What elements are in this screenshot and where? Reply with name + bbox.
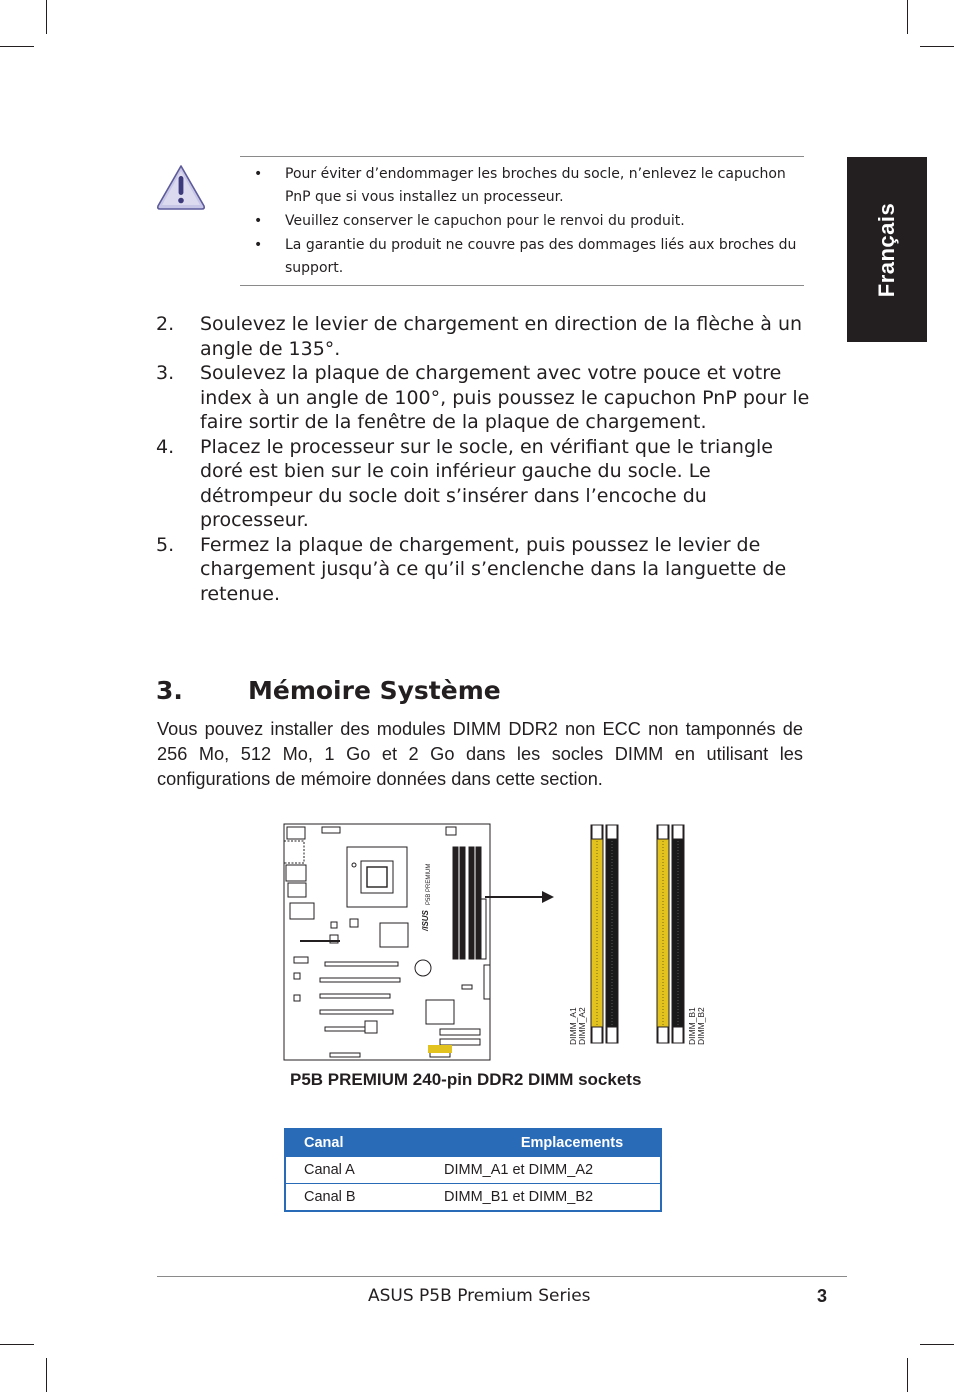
bullet: • <box>254 166 263 182</box>
motherboard-outline <box>284 824 490 1060</box>
section-intro: Vous pouvez installer des modules DIMM DDR2 non ECC non tamponnés de 256 Mo, 512 Mo, 1 Go et 2 Go dans les socles DIMM en utilisant les configurations de mémoire données dans cette section. <box>157 719 803 789</box>
step-text: Soulevez le levier de chargement en direction de la flèche à un angle de 135°. <box>200 313 803 360</box>
crop-mark <box>46 1358 47 1392</box>
notice-list <box>240 157 804 280</box>
language-tab <box>847 157 927 342</box>
table-header-canal: Canal <box>285 1129 444 1157</box>
step-item <box>156 435 816 533</box>
crop-mark <box>907 0 908 34</box>
notice-item <box>240 163 804 209</box>
board-label: P5B PREMIUM <box>426 863 432 905</box>
crop-mark <box>0 1344 34 1345</box>
notice-item <box>240 234 804 280</box>
step-number: 5. <box>156 533 175 556</box>
notice-text: Pour éviter d’endommager les broches du socle, n’enlevez le capuchon PnP que si vous installez un processeur. <box>285 166 786 205</box>
slot-label-b2: DIMM_B2 <box>696 1007 706 1045</box>
table-row <box>285 1157 661 1184</box>
step-text: Soulevez la plaque de chargement avec votre pouce et votre index à un angle de 100°, puis poussez le capuchon PnP pour le faire sortir de la fenêtre de la plaque de chargement. <box>200 362 810 433</box>
crop-mark <box>920 1344 954 1345</box>
bullet: • <box>254 213 263 229</box>
language-tab-label: Français <box>874 202 899 297</box>
notice-text: Veuillez conserver le capuchon pour le renvoi du produit. <box>285 213 685 229</box>
dimm-slot-b2 <box>672 825 684 1043</box>
section-heading <box>156 676 501 705</box>
figure-caption: P5B PREMIUM 240-pin DDR2 DIMM sockets <box>290 1070 642 1089</box>
slot-label-a1: DIMM_A1 <box>568 1007 578 1045</box>
footer-divider <box>157 1276 847 1277</box>
table-row <box>285 1184 661 1212</box>
table-cell: DIMM_B1 et DIMM_B2 <box>444 1184 661 1212</box>
table-cell: Canal A <box>285 1157 444 1184</box>
slot-label-b1: DIMM_B1 <box>687 1007 697 1045</box>
bullet: • <box>254 237 263 253</box>
table-header-row <box>285 1129 661 1157</box>
crop-mark <box>46 0 47 34</box>
crop-mark <box>920 46 954 47</box>
notice-box <box>240 156 804 286</box>
table-header-emplacements: Emplacements <box>444 1129 661 1157</box>
notice-item <box>240 210 804 233</box>
footer-title: ASUS P5B Premium Series <box>368 1286 591 1306</box>
step-text: Placez le processeur sur le socle, en vérifiant que le triangle doré est bien sur le coin inférieur gauche du socle. Le détrompeur du socle doit s’insérer dans l’encoche du processeur. <box>200 435 773 531</box>
slot-label-a2: DIMM_A2 <box>577 1007 587 1045</box>
channel-table <box>284 1128 662 1212</box>
step-item <box>156 533 816 607</box>
dimm-slot-b1 <box>657 825 669 1043</box>
step-number: 4. <box>156 435 175 458</box>
warning-triangle-icon <box>155 162 207 212</box>
asus-logo-badge <box>428 1045 452 1053</box>
section-number: 3. <box>156 676 183 705</box>
table-cell: DIMM_A1 et DIMM_A2 <box>444 1157 661 1184</box>
step-item <box>156 361 816 435</box>
step-list <box>156 312 816 606</box>
motherboard-dimm-figure <box>270 815 730 1065</box>
dimm-slot-a1 <box>591 825 603 1043</box>
step-item <box>156 312 816 361</box>
arrow-head-icon <box>542 891 554 903</box>
table-cell: Canal B <box>285 1184 444 1212</box>
dimm-slot-a2 <box>606 825 618 1043</box>
step-text: Fermez la plaque de chargement, puis poussez le levier de chargement jusqu’à ce qu’il s’enclenche dans la languette de retenue. <box>200 533 787 605</box>
page-number: 3 <box>817 1286 828 1306</box>
step-number: 3. <box>156 362 175 384</box>
section-title: Mémoire Système <box>248 676 501 705</box>
crop-mark <box>0 46 34 47</box>
asus-logo: /ISUS <box>421 910 430 931</box>
crop-mark <box>907 1358 908 1392</box>
step-number: 2. <box>156 313 175 335</box>
notice-text: La garantie du produit ne couvre pas des dommages liés aux broches du support. <box>285 237 797 276</box>
